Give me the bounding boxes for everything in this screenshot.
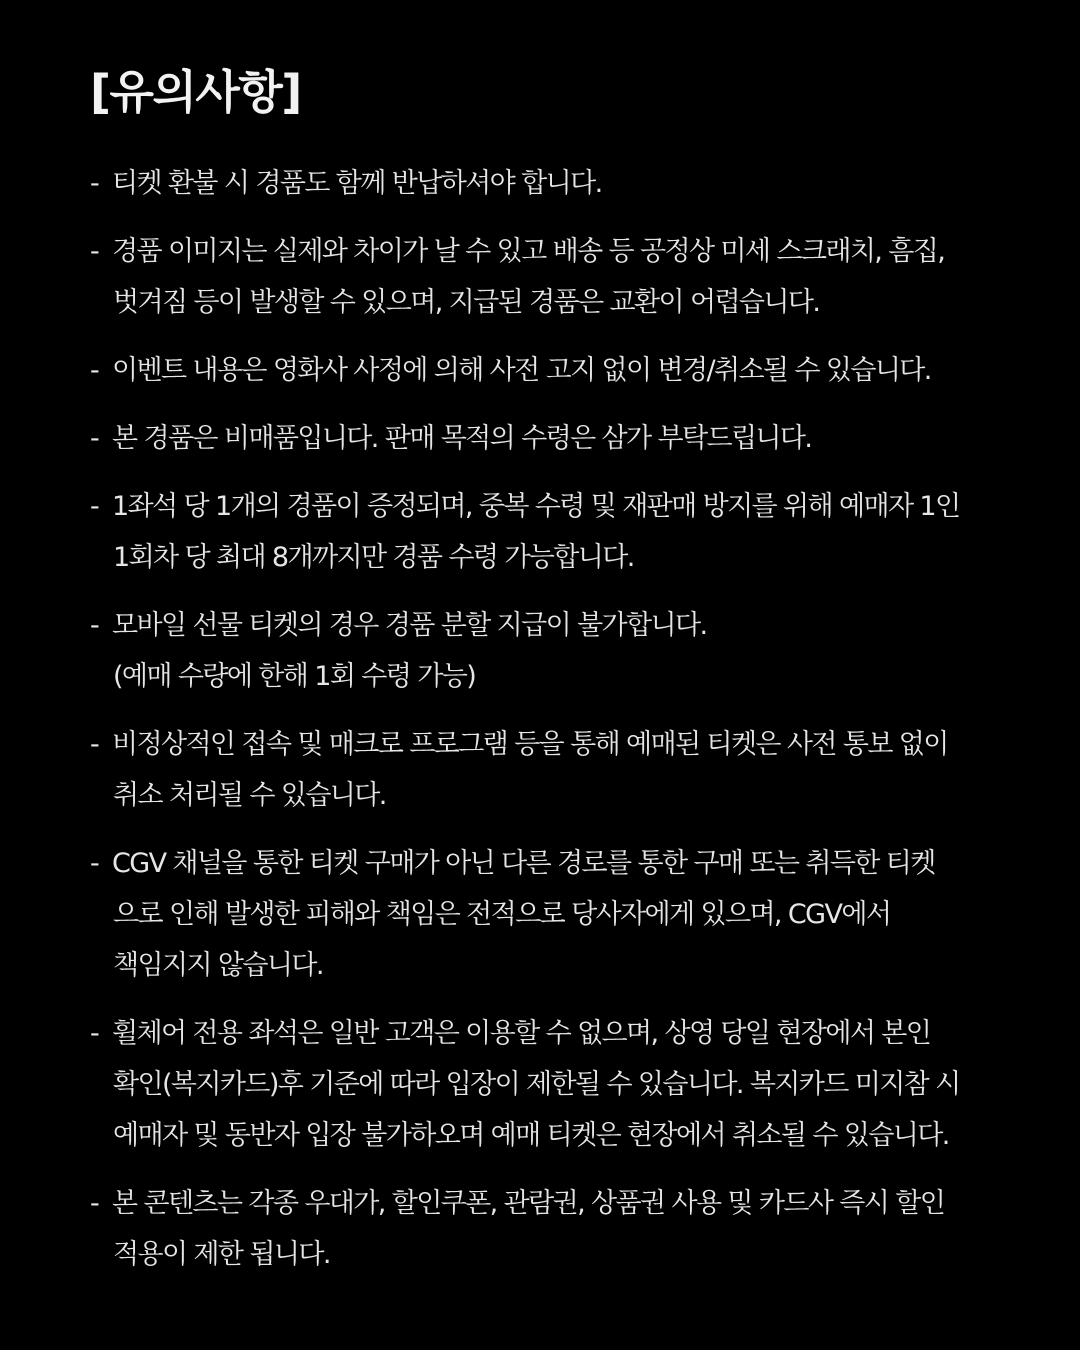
notice-text [112,1008,1020,1161]
notice-item [90,719,1020,821]
notice-line: 휠체어 전용 좌석은 일반 고객은 이용할 수 없으며, 상영 당일 현장에서 본인 [112,1018,931,1049]
notice-text [112,158,1020,209]
notice-line: 확인(복지카드)후 기준에 따라 입장이 제한될 수 있습니다. 복지카드 미지참 시 [113,1069,960,1100]
notice-line: 1회차 당 최대 8개까지만 경품 수령 가능합니다. [113,542,634,573]
notice-line: 벗겨짐 등이 발생할 수 있으며, 지급된 경품은 교환이 어렵습니다. [113,287,820,318]
notice-item [90,1178,1020,1280]
bullet-dash: - [90,848,100,879]
bullet-dash: - [90,355,100,386]
notice-line: 적용이 제한 됩니다. [113,1239,330,1270]
notice-line: 책임지지 않습니다. [113,950,323,981]
notice-text [112,413,1020,464]
bullet-dash: - [90,1188,100,1219]
notice-line: (예매 수량에 한해 1회 수령 가능) [113,661,476,692]
page-title: [유의사항] [90,65,301,119]
notice-line: 취소 처리될 수 있습니다. [113,780,386,811]
notice-text [112,600,1020,702]
notice-line: 모바일 선물 티켓의 경우 경품 분할 지급이 불가합니다. [112,610,707,641]
notice-list [90,158,1020,1280]
notice-line: 1좌석 당 1개의 경품이 증정되며, 중복 수령 및 재판매 방지를 위해 예매자 1인 [112,491,960,522]
notice-line: 으로 인해 발생한 피해와 책임은 전적으로 당사자에게 있으며, CGV에서 [113,899,891,930]
notice-line: 티켓 환불 시 경품도 함께 반납하셔야 합니다. [112,168,602,199]
notice-item [90,600,1020,702]
notice-text [112,719,1020,821]
bullet-dash: - [90,1018,100,1049]
notice-item [90,481,1020,583]
notice-item [90,345,1020,396]
bullet-dash: - [90,729,100,760]
notice-line: 본 경품은 비매품입니다. 판매 목적의 수령은 삼가 부탁드립니다. [112,423,812,454]
notice-line: CGV 채널을 통한 티켓 구매가 아닌 다른 경로를 통한 구매 또는 취득한 티켓 [112,848,935,879]
notice-line: 경품 이미지는 실제와 차이가 날 수 있고 배송 등 공정상 미세 스크래치, 흠집, [112,236,945,267]
notice-page [90,64,1020,1297]
notice-line: 비정상적인 접속 및 매크로 프로그램 등을 통해 예매된 티켓은 사전 통보 없이 [112,729,948,760]
notice-text [112,1178,1020,1280]
bullet-dash: - [90,236,100,267]
notice-item [90,226,1020,328]
notice-text [112,226,1020,328]
notice-line: 이벤트 내용은 영화사 사정에 의해 사전 고지 없이 변경/취소될 수 있습니다. [112,355,931,386]
bullet-dash: - [90,168,100,199]
notice-item [90,413,1020,464]
bullet-dash: - [90,491,100,522]
notice-line: 예매자 및 동반자 입장 불가하오며 예매 티켓은 현장에서 취소될 수 있습니다. [113,1120,949,1151]
notice-item [90,1008,1020,1161]
bullet-dash: - [90,610,100,641]
notice-item [90,838,1020,991]
bullet-dash: - [90,423,100,454]
notice-text [112,838,1020,991]
notice-line: 본 콘텐츠는 각종 우대가, 할인쿠폰, 관람권, 상품권 사용 및 카드사 즉시 할인 [112,1188,945,1219]
notice-text [112,481,1020,583]
notice-item [90,158,1020,209]
notice-text [112,345,1020,396]
